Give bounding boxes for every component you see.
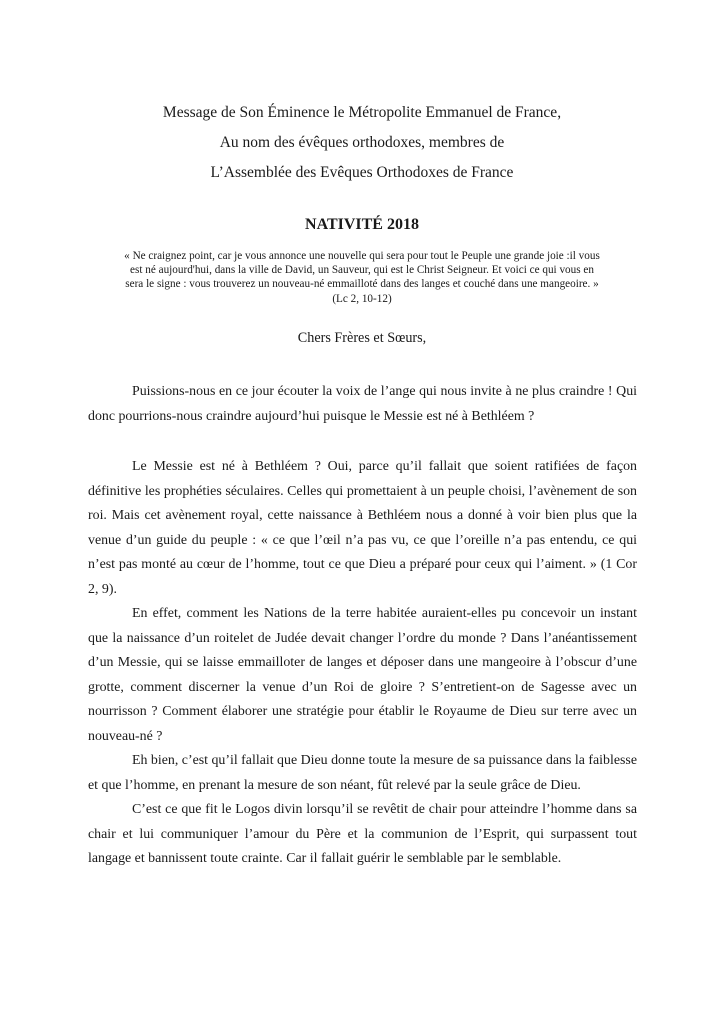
header-line-3: L’Assemblée des Evêques Orthodoxes de France	[210, 164, 514, 181]
body-section-1	[88, 380, 637, 429]
document-header	[0, 98, 724, 188]
paragraph-3: En effet, comment les Nations de la terre habitée auraient-elles pu concevoir un instant que la naissance d’un roitelet de Judée devait changer l’ordre du monde ? Dans l’anéantissement d’un Messie, qui se laisse emmailloter de langes et déposer dans une mangeoire à l’obscur d’une grotte, comment discerner la venue d’un Roi de gloire ? S’entretient-on de Sagesse avec un nourrisson ? Comment élaborer une stratégie pour établir le Royaume de Dieu sur terre avec un nouveau-né ?	[88, 606, 637, 744]
paragraph-2: Le Messie est né à Bethléem ? Oui, parce qu’il fallait que soient ratifiées de façon définitive les prophéties séculaires. Celles qui promettaient à un peuple choisi, l’avènement de son roi. Mais cet avènement royal, cette naissance à Bethléem nous a donné à voir bien plus que la venue d’un guide du peuple : « ce que l’œil n’a pas vu, ce que l’oreille n’a pas entendu, ce qui n’est pas monté au cœur de l’homme, tout ce que Dieu a préparé pour ceux qui l’aiment. » (1 Cor 2, 9).	[88, 459, 637, 597]
document-title: NATIVITÉ 2018	[305, 216, 419, 233]
body-section-2	[88, 455, 637, 872]
epigraph-line-3: sera le signe : vous trouverez un nouveau-né emmailloté dans des langes et couché dans une mangeoire. »	[125, 278, 599, 291]
epigraph-quote	[70, 249, 654, 306]
paragraph-4: Eh bien, c’est qu’il fallait que Dieu donne toute la mesure de sa puissance dans la faiblesse et que l’homme, en prenant la mesure de son néant, fût relevé par la seule grâce de Dieu.	[88, 753, 637, 793]
header-line-2: Au nom des évêques orthodoxes, membres de	[219, 134, 505, 151]
salutation: Chers Frères et Sœurs,	[297, 330, 427, 346]
header-line-1: Message de Son Éminence le Métropolite Emmanuel de France,	[162, 104, 562, 121]
paragraph-1: Puissions-nous en ce jour écouter la voix de l’ange qui nous invite à ne plus craindre ! Qui donc pourrions-nous craindre aujourd’hui puisque le Messie est né à Bethléem ?	[88, 384, 637, 424]
epigraph-line-1: « Ne craignez point, car je vous annonce une nouvelle qui sera pour tout le Peuple une grande joie :il vous	[124, 250, 600, 262]
epigraph-reference: (Lc 2, 10-12)	[332, 292, 392, 305]
paragraph-5: C’est ce que fit le Logos divin lorsqu’il se revêtit de chair pour atteindre l’homme dans sa chair et lui communiquer l’amour du Père et la communion de l’Esprit, qui surpassent tout langage et bannissent toute crainte. Car il fallait guérir le semblable par le semblable.	[88, 802, 637, 866]
epigraph-line-2: est né aujourd'hui, dans la ville de David, un Sauveur, qui est le Christ Seigneur. Et voici ce qui vous en	[130, 264, 594, 277]
